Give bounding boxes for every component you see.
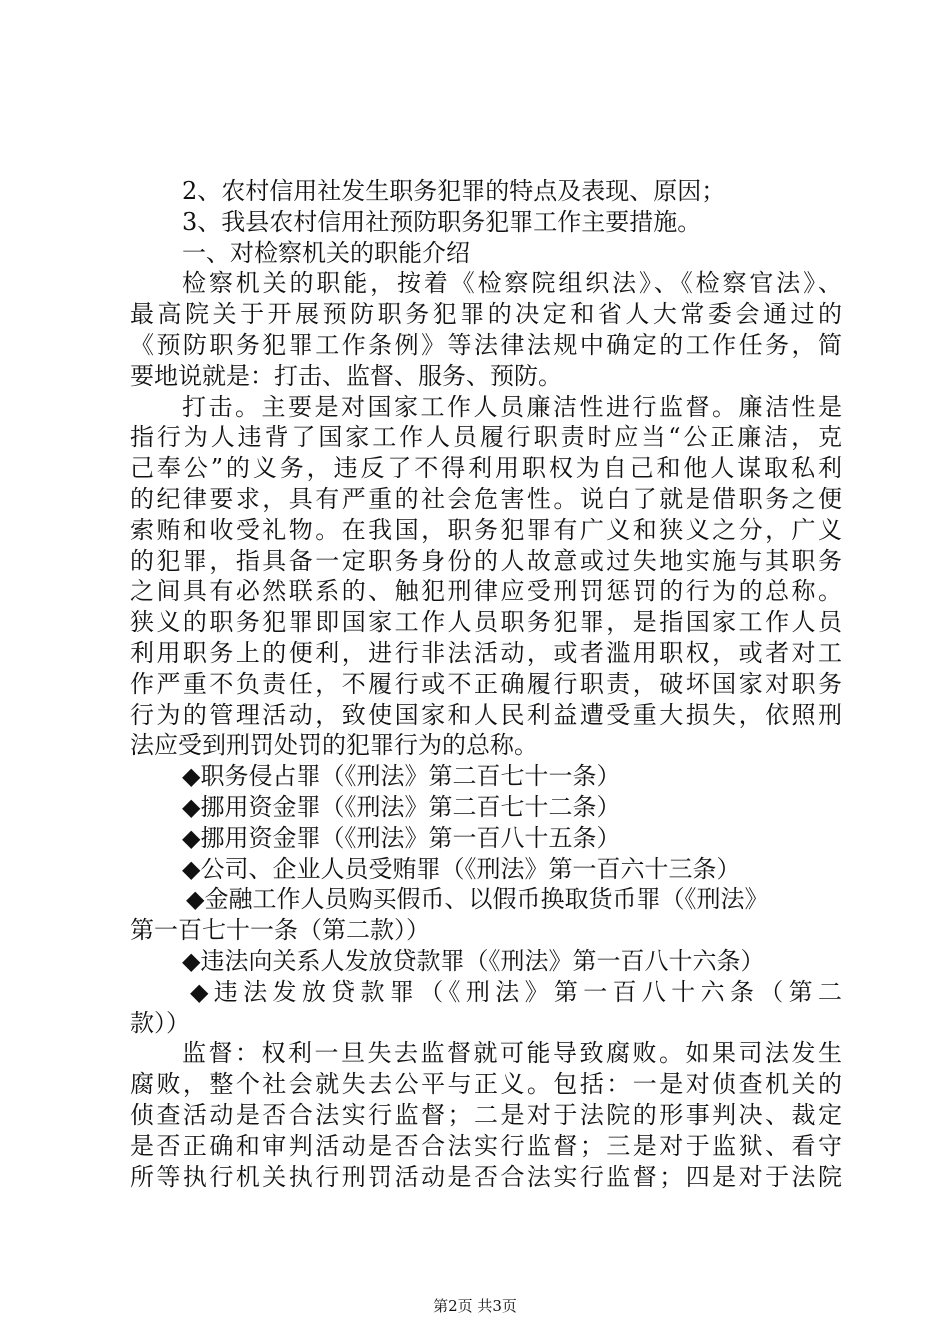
paragraph-line: 指行为人违背了国家工作人员履行职责时应当“公正廉洁，克 xyxy=(130,423,842,452)
paragraph-line: 所等执行机关执行刑罚活动是否合法实行监督；四是对于法院 xyxy=(130,1162,842,1191)
bullet-item: ◆挪用资金罪（《刑法》第二百七十二条） xyxy=(182,792,621,821)
bullet-item: ◆挪用资金罪（《刑法》第一百八十五条） xyxy=(182,823,621,852)
paragraph-line: 的犯罪，指具备一定职务身份的人故意或过失地实施与其职务 xyxy=(130,546,842,575)
bullet-item: ◆违法发放贷款罪（《刑法》第一百八十六条（第二 xyxy=(190,977,842,1006)
bullet-item: ◆违法向关系人发放贷款罪（《刑法》第一百八十六条） xyxy=(182,946,765,975)
paragraph-line: 监督：权利一旦失去监督就可能导致腐败。如果司法发生 xyxy=(182,1039,842,1068)
paragraph-line: 法应受到刑罚处罚的犯罪行为的总称。 xyxy=(130,731,538,760)
paragraph-line: 侦查活动是否合法实行监督；二是对于法院的形事判决、裁定 xyxy=(130,1100,842,1129)
bullet-item-continuation: 款）） xyxy=(130,1008,190,1037)
paragraph-line: 最高院关于开展预防职务犯罪的决定和省人大常委会通过的 xyxy=(130,300,842,329)
paragraph-line: 之间具有必然联系的、触犯刑律应受刑罚惩罚的行为的总称。 xyxy=(130,577,842,606)
paragraph-line: 索贿和收受礼物。在我国，职务犯罪有广义和狭义之分，广义 xyxy=(130,515,842,544)
paragraph-line: 的纪律要求，具有严重的社会危害性。说白了就是借职务之便 xyxy=(130,484,842,513)
bullet-item: ◆职务侵占罪（《刑法》第二百七十一条） xyxy=(182,762,621,791)
bullet-item: ◆公司、企业人员受贿罪（《刑法》第一百六十三条） xyxy=(182,854,741,883)
list-item-3: 3、我县农村信用社预防职务犯罪工作主要措施。 xyxy=(182,207,702,236)
paragraph-line: 腐败，整个社会就失去公平与正义。包括：一是对侦查机关的 xyxy=(130,1070,842,1099)
paragraph-line: 作严重不负责任，不履行或不正确履行职责，破坏国家对职务 xyxy=(130,669,842,698)
paragraph-line: 《预防职务犯罪工作条例》等法律法规中确定的工作任务，简 xyxy=(130,330,842,359)
paragraph-line: 打击。主要是对国家工作人员廉洁性进行监督。廉洁性是 xyxy=(182,392,842,421)
document-body xyxy=(130,176,842,1192)
list-item-2: 2、农村信用社发生职务犯罪的特点及表现、原因； xyxy=(182,177,726,205)
paragraph-line: 行为的管理活动，致使国家和人民利益遭受重大损失，依照刑 xyxy=(130,700,842,729)
bullet-item-continuation: 第一百七十一条（第二款）） xyxy=(130,916,430,945)
paragraph-line: 是否正确和审判活动是否合法实行监督；三是对于监狱、看守 xyxy=(130,1131,842,1160)
paragraph-line: 己奉公”的义务，违反了不得利用职权为自己和他人谋取私利 xyxy=(130,454,842,483)
paragraph-line: 要地说就是：打击、监督、服务、预防。 xyxy=(130,361,562,390)
paragraph-line: 狭义的职务犯罪即国家工作人员职务犯罪，是指国家工作人员 xyxy=(130,608,842,637)
paragraph-line: 利用职务上的便利，进行非法活动，或者滥用职权，或者对工 xyxy=(130,638,842,667)
paragraph-line: 检察机关的职能，按着《检察院组织法》、《检察官法》、 xyxy=(182,269,842,298)
bullet-item: ◆金融工作人员购买假币、以假币换取货币罪（《刑法》 xyxy=(186,885,769,914)
section-heading: 一、对检察机关的职能介绍 xyxy=(182,238,470,267)
page-number-footer: 第2页 共3页 xyxy=(433,1297,517,1315)
